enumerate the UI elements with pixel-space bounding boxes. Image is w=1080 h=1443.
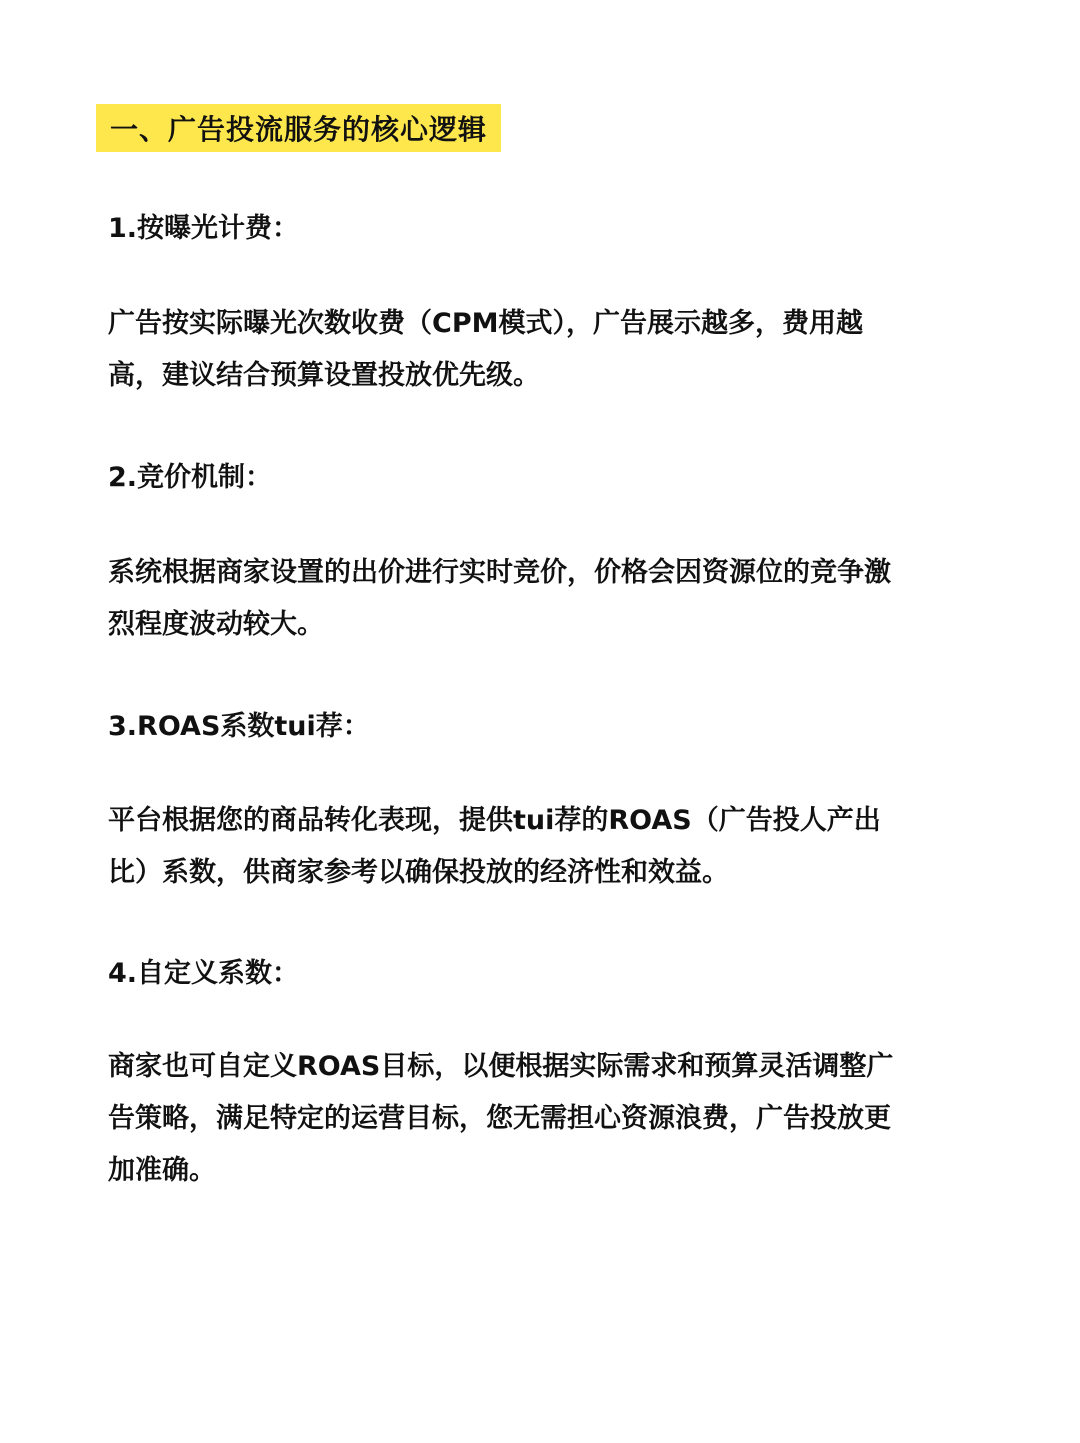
subheading-4: 4.自定义系数： bbox=[108, 958, 300, 989]
paragraph-4 bbox=[108, 1041, 968, 1197]
section-heading bbox=[96, 104, 501, 152]
paragraph-4-line-3: 加准确。 bbox=[108, 1155, 216, 1186]
paragraph-4-line-1: 商家也可自定义ROAS目标，以便根据实际需求和预算灵活调整广 bbox=[108, 1051, 894, 1082]
section-heading-text: 一、广告投流服务的核心逻辑 bbox=[110, 113, 488, 146]
paragraph-3-line-2: 比）系数，供商家参考以确保投放的经济性和效益。 bbox=[108, 857, 729, 888]
subheading-3: 3.ROAS系数tui荐： bbox=[108, 711, 370, 742]
subheading-2: 2.竞价机制： bbox=[108, 462, 273, 493]
paragraph-1-line-1: 广告按实际曝光次数收费（CPM模式），广告展示越多，费用越 bbox=[108, 308, 863, 339]
paragraph-4-line-2: 告策略，满足特定的运营目标，您无需担心资源浪费，广告投放更 bbox=[108, 1103, 891, 1134]
paragraph-1-line-2: 高，建议结合预算设置投放优先级。 bbox=[108, 360, 540, 391]
paragraph-2 bbox=[108, 547, 968, 651]
paragraph-3 bbox=[108, 795, 968, 899]
paragraph-3-line-1: 平台根据您的商品转化表现，提供tui荐的ROAS（广告投人产出 bbox=[108, 805, 881, 836]
paragraph-2-line-2: 烈程度波动较大。 bbox=[108, 609, 324, 640]
subheading-1: 1.按曝光计费： bbox=[108, 213, 300, 244]
paragraph-2-line-1: 系统根据商家设置的出价进行实时竞价，价格会因资源位的竞争激 bbox=[108, 557, 891, 588]
paragraph-1 bbox=[108, 298, 968, 402]
